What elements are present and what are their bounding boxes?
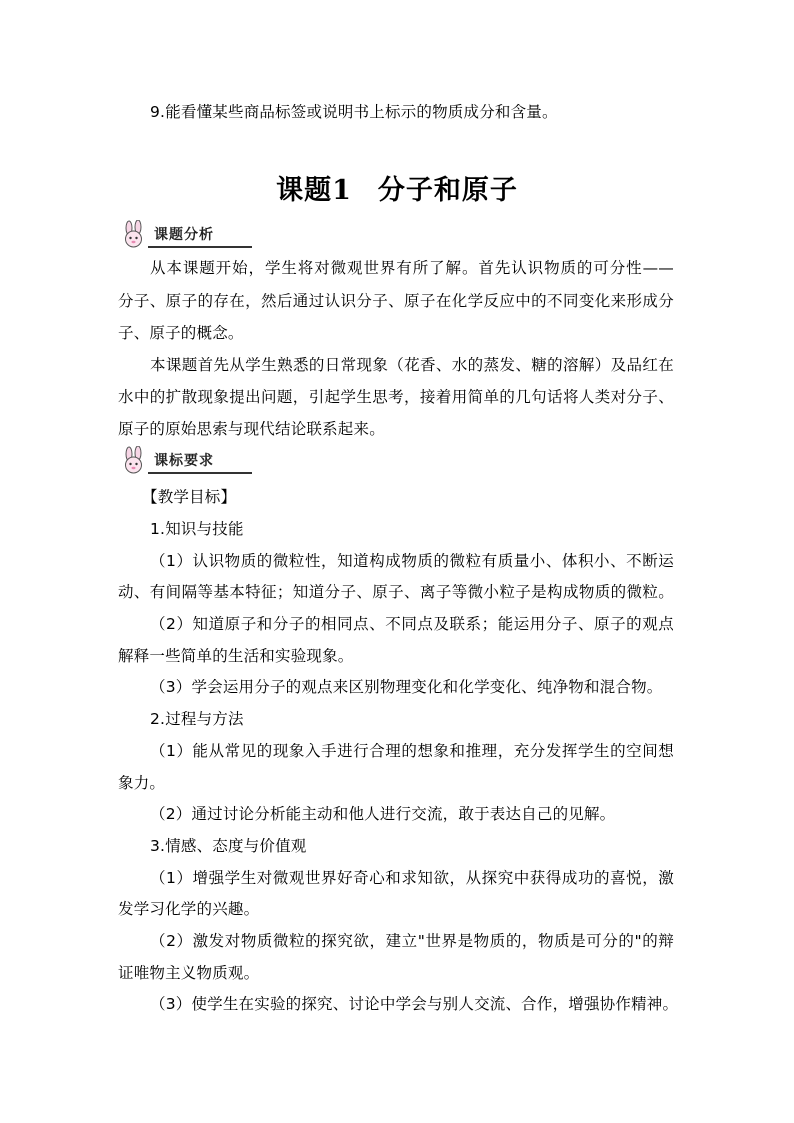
goals-title: 【教学目标】 xyxy=(142,488,237,506)
k2-item1-line2: 象力。 xyxy=(118,774,166,792)
section-heading-analysis xyxy=(118,220,240,252)
title-prefix: 课题1 xyxy=(276,175,352,206)
analysis-p1-line2: 分子、原子的存在，然后通过认识分子、原子在化学反应中的不同变化来形成分 xyxy=(118,292,674,310)
page-title xyxy=(0,173,794,209)
knowledge-skills-title: 1.知识与技能 xyxy=(150,520,244,538)
k3-item3: （3）使学生在实验的探究、讨论中学会与别人交流、合作，增强协作精神。 xyxy=(150,995,679,1013)
k1-item2-line2: 解释一些简单的生活和实验现象。 xyxy=(118,647,354,665)
process-methods-title: 2.过程与方法 xyxy=(150,710,244,728)
emotion-values-title: 3.情感、态度与价值观 xyxy=(150,837,307,855)
k1-item1-line1: （1）认识物质的微粒性，知道构成物质的微粒有质量小、体积小、不断运 xyxy=(150,552,674,570)
k3-item2-line2: 证唯物主义物质观。 xyxy=(118,964,260,982)
analysis-p2-line3: 原子的原始思索与现代结论联系起来。 xyxy=(118,420,385,438)
heading-underline xyxy=(148,472,252,474)
analysis-p2-line2: 水中的扩散现象提出问题，引起学生思考，接着用简单的几句话将人类对分子、 xyxy=(118,388,674,406)
section-heading-requirements xyxy=(118,446,240,478)
analysis-p2-line1: 本课题首先从学生熟悉的日常现象（花香、水的蒸发、糖的溶解）及品红在 xyxy=(150,356,674,374)
heading-underline xyxy=(148,246,252,248)
analysis-p1-line1: 从本课题开始，学生将对微观世界有所了解。首先认识物质的可分性—— xyxy=(150,259,674,277)
k2-item2: （2）通过讨论分析能主动和他人进行交流，敢于表达自己的见解。 xyxy=(150,805,616,823)
k1-item2-line1: （2）知道原子和分子的相同点、不同点及联系；能运用分子、原子的观点 xyxy=(150,615,674,633)
section-heading-analysis-label: 课题分析 xyxy=(154,227,214,243)
section-heading-requirements-label: 课标要求 xyxy=(154,453,214,469)
k3-item1-line2: 发学习化学的兴趣。 xyxy=(118,900,260,918)
rabbit-icon xyxy=(118,220,150,252)
k3-item1-line1: （1）增强学生对微观世界好奇心和求知欲，从探究中获得成功的喜悦，激 xyxy=(150,869,674,887)
title-main: 分子和原子 xyxy=(377,175,518,206)
k1-item1-line2: 动、有间隔等基本特征；知道分子、原子、离子等微小粒子是构成物质的微粒。 xyxy=(118,583,674,601)
intro-item: 9.能看懂某些商品标签或说明书上标示的物质成分和含量。 xyxy=(150,103,558,121)
k2-item1-line1: （1）能从常见的现象入手进行合理的想象和推理，充分发挥学生的空间想 xyxy=(150,742,674,760)
rabbit-icon xyxy=(118,446,150,478)
analysis-p1-line3: 子、原子的概念。 xyxy=(118,324,244,342)
k1-item3: （3）学会运用分子的观点来区别物理变化和化学变化、纯净物和混合物。 xyxy=(150,678,663,696)
k3-item2-line1: （2）激发对物质微粒的探究欲，建立"世界是物质的，物质是可分的"的辩 xyxy=(150,932,674,950)
